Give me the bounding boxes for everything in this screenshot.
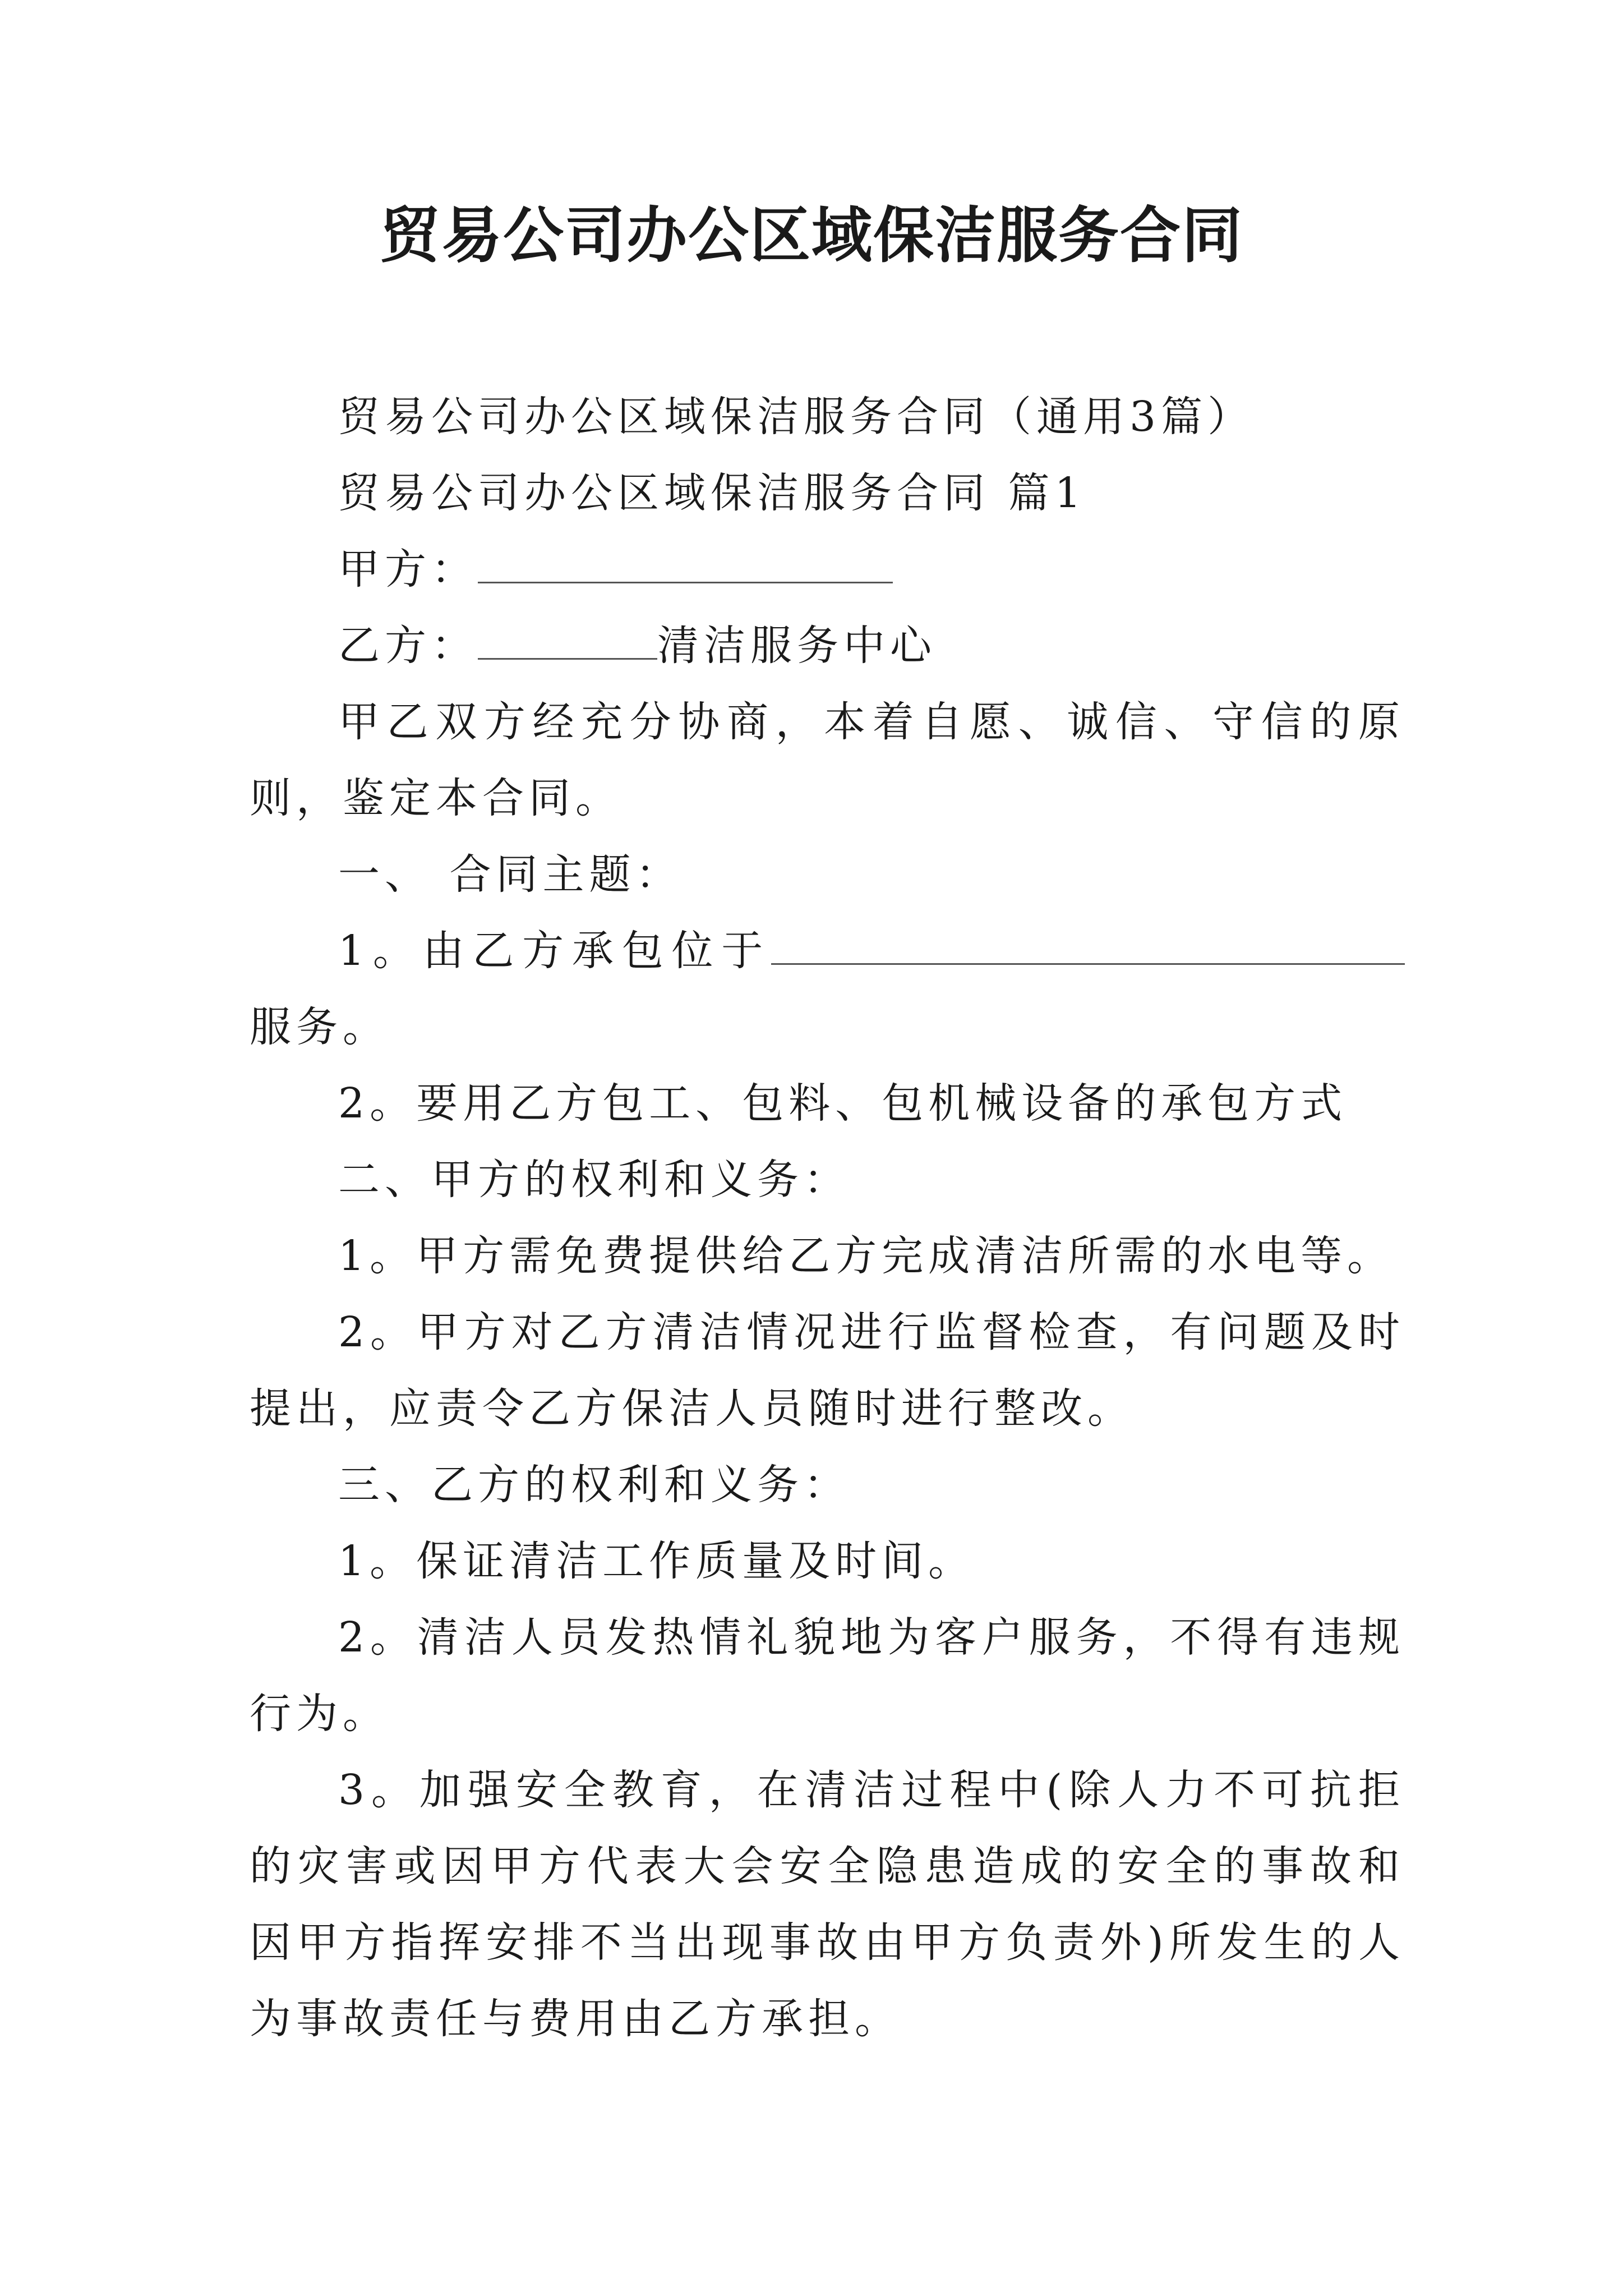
section-2-heading: 二、甲方的权利和义务： — [338, 1156, 850, 1204]
section-1-item-1 — [250, 913, 1405, 1065]
section-1-item-2: 2。要用乙方包工、包料、包机械设备的承包方式 — [338, 1079, 1348, 1128]
intro-paragraph: 甲乙双方经充分协商，本着自愿、诚信、守信的原则，鉴定本合同。 — [250, 698, 1405, 822]
party-a-blank — [478, 544, 893, 583]
section-2-item-2: 2。甲方对乙方清洁情况进行监督检查，有问题及时提出，应责令乙方保洁人员随时进行整改。 — [250, 1308, 1405, 1433]
section-3-item-3: 3。加强安全教育，在清洁过程中(除人力不可抗拒的灾害或因甲方代表大会安全隐患造成的安全的事故和因甲方指挥安排不当出现事故由甲方负责外)所发生的人为事故责任与费用由乙方承担。 — [250, 1766, 1405, 2043]
subtitle: 贸易公司办公区域保洁服务合同（通用3篇） — [338, 393, 1255, 441]
party-a-line — [250, 531, 1405, 608]
section-1-item-1-prefix: 1。由乙方承包位于 — [338, 927, 771, 975]
location-blank — [771, 925, 1405, 965]
section-2-item-1: 1。甲方需免费提供给乙方完成清洁所需的水电等。 — [338, 1232, 1394, 1280]
section-3-heading: 三、乙方的权利和义务： — [338, 1461, 850, 1509]
section-3-item-2: 2。清洁人员发热情礼貌地为客户服务，不得有违规行为。 — [250, 1613, 1405, 1738]
section-3-item-1: 1。保证清洁工作质量及时间。 — [338, 1537, 975, 1585]
document-body — [250, 379, 1405, 2057]
section-1-heading: 一、 合同主题： — [338, 850, 683, 899]
document-title: 贸易公司办公区域保洁服务合同 — [379, 200, 1243, 271]
party-a-label: 甲方： — [338, 545, 478, 593]
party-b-line — [250, 608, 1405, 684]
section-1-item-1-suffix: 服务。 — [250, 1003, 389, 1051]
party-b-blank — [478, 620, 657, 660]
chapter-heading: 贸易公司办公区域保洁服务合同 篇1 — [338, 469, 1086, 517]
party-b-label: 乙方： — [338, 622, 478, 670]
party-b-suffix: 清洁服务中心 — [657, 622, 937, 670]
